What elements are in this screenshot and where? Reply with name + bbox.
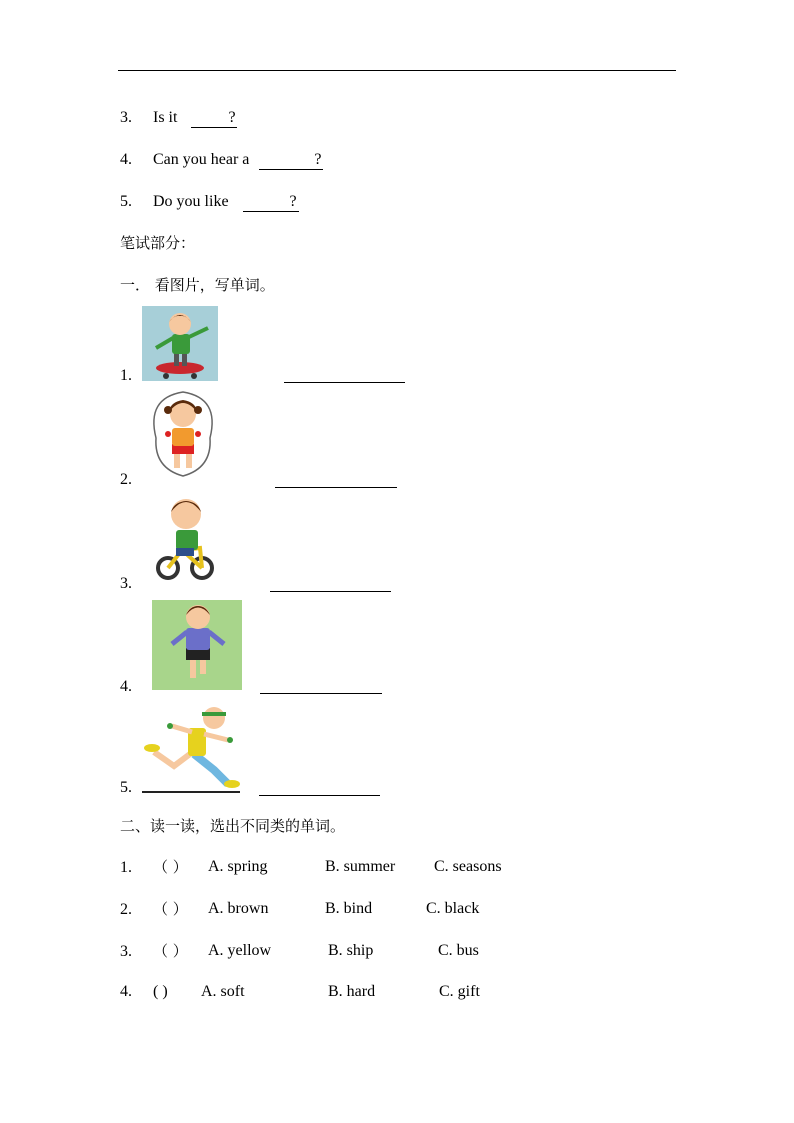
item-number: 1. [120, 859, 132, 876]
item-number: 4. [120, 678, 132, 695]
answer-line-2[interactable] [275, 487, 397, 488]
item-text: Is it [153, 109, 178, 126]
option-a: A. yellow [208, 942, 272, 959]
answer-line-1[interactable] [284, 382, 405, 383]
cycling-boy-picture [156, 494, 216, 586]
listening-item-3 [120, 108, 236, 128]
header-rule [118, 70, 676, 71]
question-3 [120, 941, 188, 962]
running-man-picture [142, 704, 240, 794]
item-number: 1. [120, 367, 132, 384]
answer-bracket[interactable]: ( ) [153, 983, 168, 1000]
item-number: 4. [120, 151, 132, 168]
skateboarding-boy-picture [142, 306, 218, 381]
option-c: C. bus [438, 942, 479, 959]
answer-bracket[interactable]: （ ） [153, 900, 188, 918]
option-b: B. summer [325, 858, 396, 875]
listening-item-4 [120, 150, 322, 170]
question-mark: ? [228, 109, 236, 126]
option-b: B. ship [328, 942, 374, 959]
option-a: A. spring [208, 858, 268, 875]
picture-item-4 [120, 677, 153, 697]
picture-item-1 [120, 366, 153, 386]
option-c: C. gift [439, 983, 480, 1000]
item-number: 4. [120, 983, 132, 1000]
picture-item-5 [120, 778, 153, 798]
picture-item-3 [120, 574, 153, 594]
option-c: C. black [426, 900, 480, 917]
item-text: Can you hear a [153, 151, 250, 168]
listening-item-5 [120, 192, 297, 212]
option-a: A. soft [201, 983, 245, 1000]
answer-bracket[interactable]: （ ） [153, 942, 188, 960]
item-number: 2. [120, 471, 132, 488]
answer-line-5[interactable] [259, 795, 380, 796]
section1-heading: 一． 看图片，写单词。 [120, 276, 275, 294]
question-4 [120, 982, 168, 1002]
option-b: B. hard [328, 983, 376, 1000]
item-number: 3. [120, 109, 132, 126]
answer-line-4[interactable] [260, 693, 382, 694]
item-number: 5. [120, 193, 132, 210]
written-part-label: 笔试部分： [120, 234, 196, 252]
question-2 [120, 899, 188, 920]
answer-line-3[interactable] [270, 591, 391, 592]
option-a: A. brown [208, 900, 269, 917]
item-number: 5. [120, 779, 132, 796]
answer-bracket[interactable]: （ ） [153, 858, 188, 876]
item-number: 3. [120, 575, 132, 592]
jump-rope-girl-picture [146, 388, 220, 480]
jumping-boy-picture [152, 600, 242, 690]
question-mark: ? [289, 193, 297, 210]
question-1 [120, 857, 188, 878]
option-c: C. seasons [434, 858, 502, 875]
option-b: B. bind [325, 900, 373, 917]
picture-item-2 [120, 470, 153, 490]
item-number: 3. [120, 943, 132, 960]
section2-heading: 二、读一读，选出不同类的单词。 [120, 817, 346, 835]
question-mark: ? [314, 151, 322, 168]
item-text: Do you like [153, 193, 229, 210]
item-number: 2. [120, 901, 132, 918]
